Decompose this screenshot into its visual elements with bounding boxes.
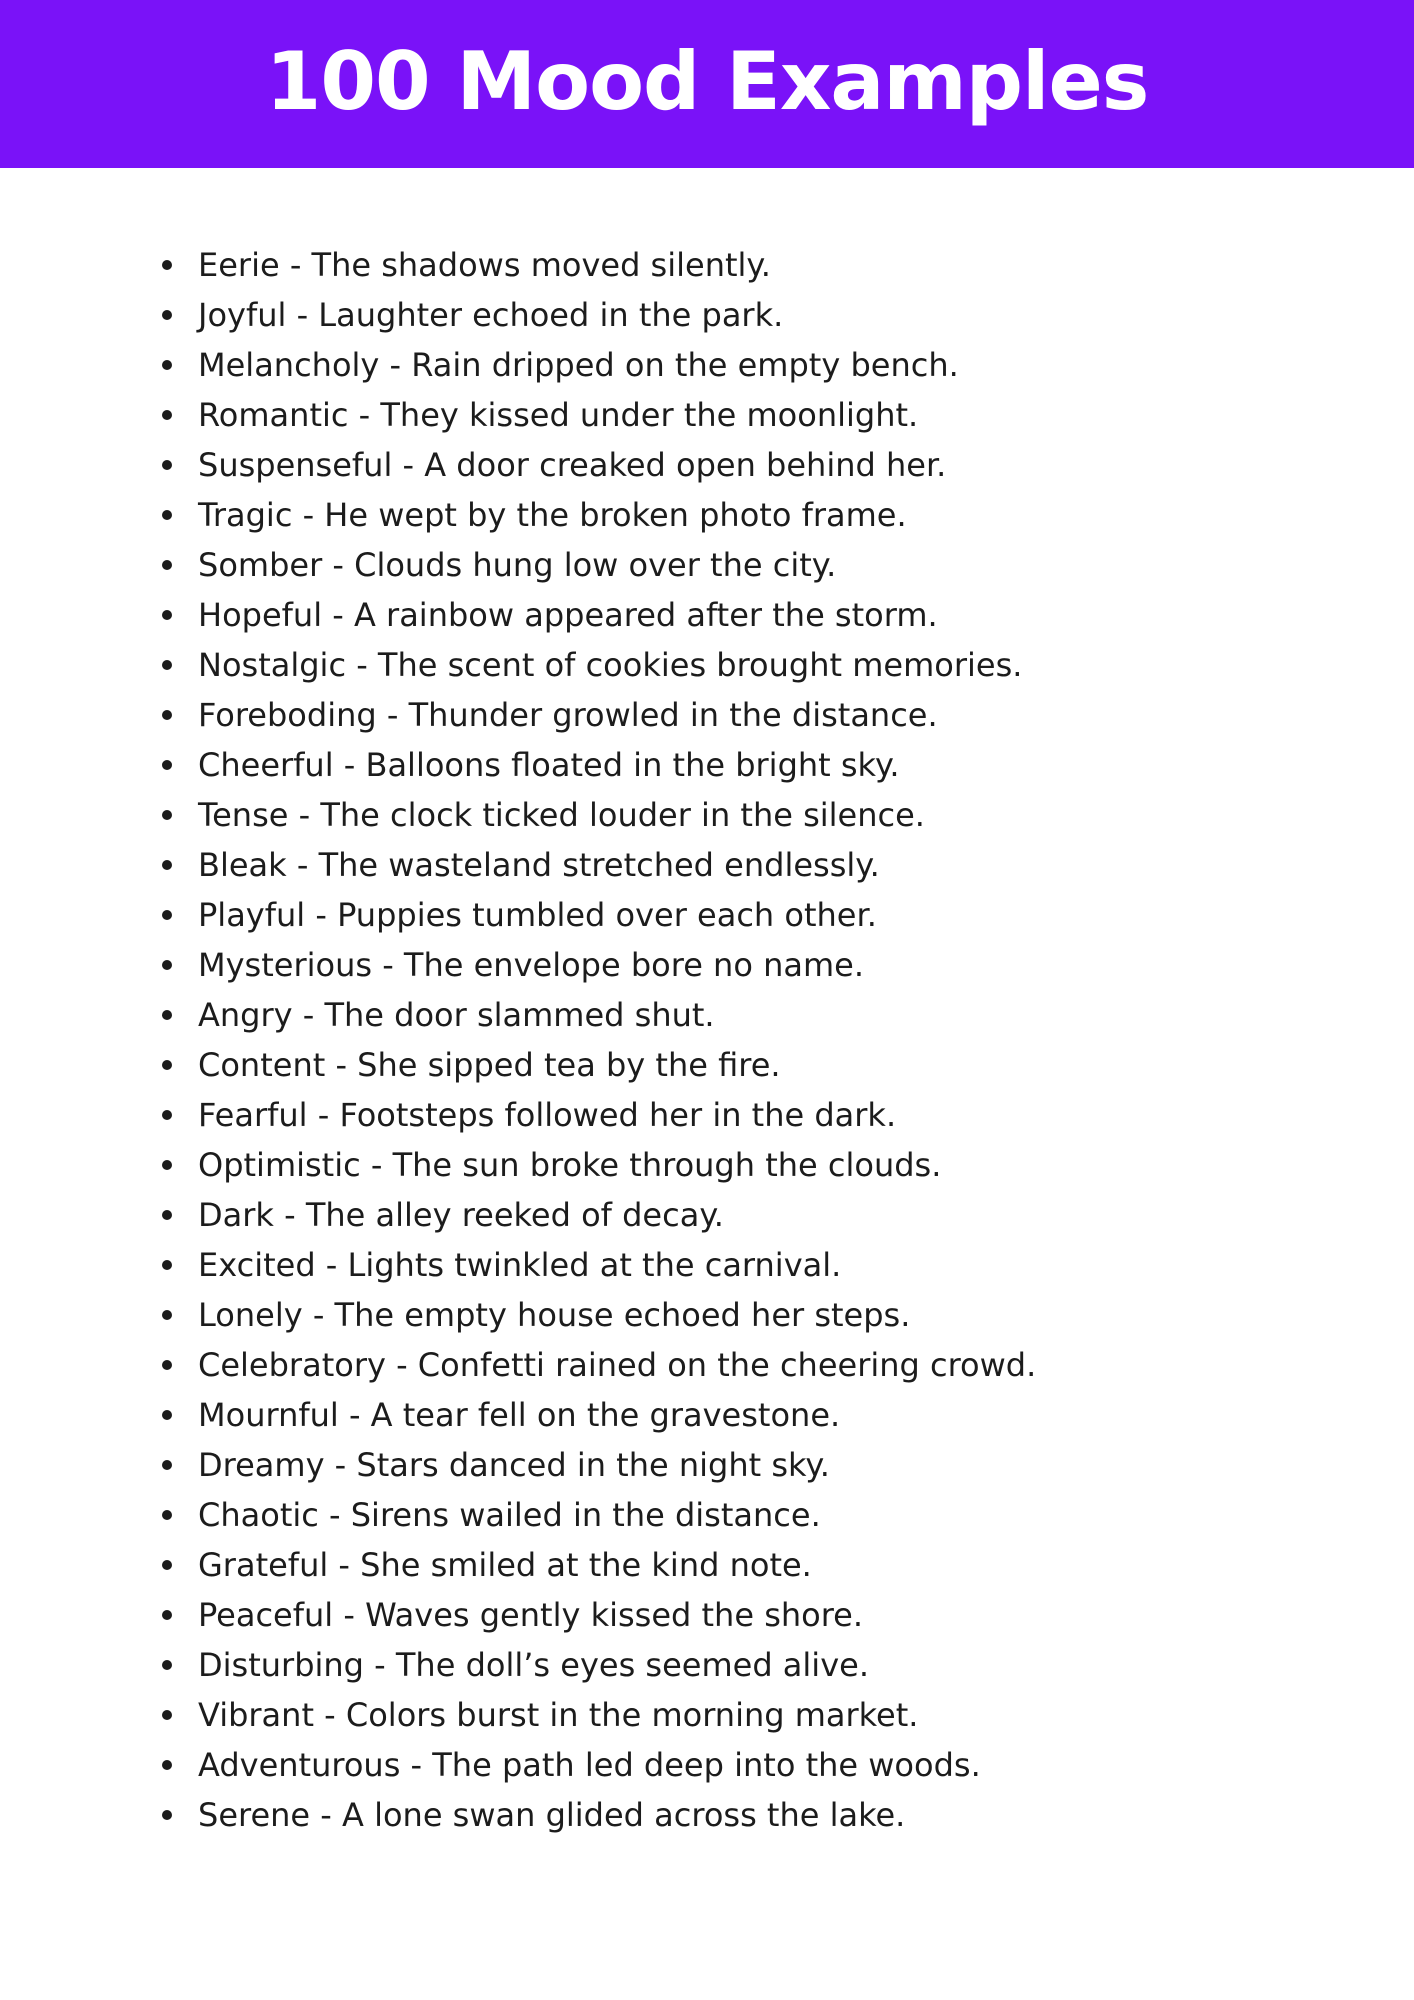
mood-example-text: Bleak - The wasteland stretched endlessly. — [198, 846, 880, 884]
mood-example-text: Dark - The alley reeked of decay. — [198, 1196, 724, 1234]
mood-example-text: Dreamy - Stars danced in the night sky. — [198, 1446, 830, 1484]
bullet-dot-icon — [162, 960, 172, 970]
mood-example-text: Angry - The door slammed shut. — [198, 996, 715, 1034]
list-item — [160, 1440, 1036, 1490]
mood-example-text: Joyful - Laughter echoed in the park. — [198, 296, 784, 334]
mood-example-text: Fearful - Footsteps followed her in the dark. — [198, 1096, 897, 1134]
mood-example-text: Disturbing - The doll’s eyes seemed alive. — [198, 1646, 869, 1684]
mood-example-text: Content - She sipped tea by the fire. — [198, 1046, 781, 1084]
bullet-dot-icon — [162, 410, 172, 420]
bullet-dot-icon — [162, 1160, 172, 1170]
bullet-dot-icon — [162, 1760, 172, 1770]
bullet-dot-icon — [162, 610, 172, 620]
list-item — [160, 1240, 1036, 1290]
list-item — [160, 740, 1036, 790]
list-item — [160, 390, 1036, 440]
list-item — [160, 690, 1036, 740]
bullet-dot-icon — [162, 1060, 172, 1070]
bullet-dot-icon — [162, 860, 172, 870]
bullet-dot-icon — [162, 1010, 172, 1020]
mood-example-text: Suspenseful - A door creaked open behind her. — [198, 446, 947, 484]
mood-example-text: Eerie - The shadows moved silently. — [198, 246, 771, 284]
mood-example-text: Somber - Clouds hung low over the city. — [198, 546, 837, 584]
mood-example-text: Lonely - The empty house echoed her steps. — [198, 1296, 911, 1334]
mood-example-text: Grateful - She smiled at the kind note. — [198, 1546, 812, 1584]
list-item — [160, 590, 1036, 640]
list-item — [160, 1040, 1036, 1090]
bullet-dot-icon — [162, 510, 172, 520]
list-item — [160, 240, 1036, 290]
list-item — [160, 1490, 1036, 1540]
mood-example-text: Tragic - He wept by the broken photo frame. — [198, 496, 907, 534]
mood-example-text: Mournful - A tear fell on the gravestone. — [198, 1396, 841, 1434]
list-item — [160, 1140, 1036, 1190]
mood-example-text: Excited - Lights twinkled at the carnival. — [198, 1246, 842, 1284]
list-item — [160, 840, 1036, 890]
list-item — [160, 1190, 1036, 1240]
bullet-dot-icon — [162, 760, 172, 770]
bullet-dot-icon — [162, 1360, 172, 1370]
bullet-dot-icon — [162, 1310, 172, 1320]
mood-example-text: Mysterious - The envelope bore no name. — [198, 946, 864, 984]
bullet-dot-icon — [162, 1660, 172, 1670]
mood-example-text: Celebratory - Confetti rained on the cheering crowd. — [198, 1346, 1037, 1384]
mood-example-text: Hopeful - A rainbow appeared after the storm. — [198, 596, 938, 634]
list-item — [160, 340, 1036, 390]
bullet-dot-icon — [162, 310, 172, 320]
bullet-dot-icon — [162, 1560, 172, 1570]
mood-example-text: Cheerful - Balloons floated in the bright sky. — [198, 746, 900, 784]
mood-example-text: Nostalgic - The scent of cookies brought memories. — [198, 646, 1023, 684]
bullet-dot-icon — [162, 1610, 172, 1620]
mood-example-text: Adventurous - The path led deep into the woods. — [198, 1746, 981, 1784]
mood-example-text: Tense - The clock ticked louder in the silence. — [198, 796, 925, 834]
mood-example-text: Chaotic - Sirens wailed in the distance. — [198, 1496, 821, 1534]
mood-example-text: Serene - A lone swan glided across the lake. — [198, 1796, 906, 1834]
list-item — [160, 290, 1036, 340]
bullet-dot-icon — [162, 1710, 172, 1720]
list-item — [160, 790, 1036, 840]
list-item — [160, 940, 1036, 990]
list-item — [160, 990, 1036, 1040]
list-item — [160, 640, 1036, 690]
list-item — [160, 1090, 1036, 1140]
bullet-dot-icon — [162, 1110, 172, 1120]
mood-example-text: Romantic - They kissed under the moonlight. — [198, 396, 919, 434]
mood-example-text: Peaceful - Waves gently kissed the shore. — [198, 1596, 864, 1634]
header-banner — [0, 0, 1414, 168]
bullet-dot-icon — [162, 660, 172, 670]
bullet-dot-icon — [162, 910, 172, 920]
bullet-dot-icon — [162, 710, 172, 720]
bullet-dot-icon — [162, 1510, 172, 1520]
mood-example-text: Playful - Puppies tumbled over each other. — [198, 896, 877, 934]
list-item — [160, 440, 1036, 490]
bullet-dot-icon — [162, 1210, 172, 1220]
mood-example-text: Foreboding - Thunder growled in the distance. — [198, 696, 938, 734]
list-item — [160, 490, 1036, 540]
list-item — [160, 1640, 1036, 1690]
list-item — [160, 1790, 1036, 1840]
list-item — [160, 1340, 1036, 1390]
mood-example-text: Vibrant - Colors burst in the morning market. — [198, 1696, 919, 1734]
list-item — [160, 890, 1036, 940]
mood-examples-list — [160, 240, 1036, 1840]
bullet-dot-icon — [162, 260, 172, 270]
mood-example-text: Melancholy - Rain dripped on the empty bench. — [198, 346, 959, 384]
list-item — [160, 1690, 1036, 1740]
page-title: 100 Mood Examples — [265, 35, 1149, 128]
list-item — [160, 1390, 1036, 1440]
list-item — [160, 1590, 1036, 1640]
bullet-dot-icon — [162, 1810, 172, 1820]
bullet-dot-icon — [162, 460, 172, 470]
list-item — [160, 1540, 1036, 1590]
mood-example-text: Optimistic - The sun broke through the clouds. — [198, 1146, 942, 1184]
bullet-dot-icon — [162, 1410, 172, 1420]
list-item — [160, 540, 1036, 590]
bullet-dot-icon — [162, 360, 172, 370]
bullet-dot-icon — [162, 810, 172, 820]
bullet-dot-icon — [162, 560, 172, 570]
list-item — [160, 1740, 1036, 1790]
list-item — [160, 1290, 1036, 1340]
bullet-dot-icon — [162, 1260, 172, 1270]
bullet-dot-icon — [162, 1460, 172, 1470]
